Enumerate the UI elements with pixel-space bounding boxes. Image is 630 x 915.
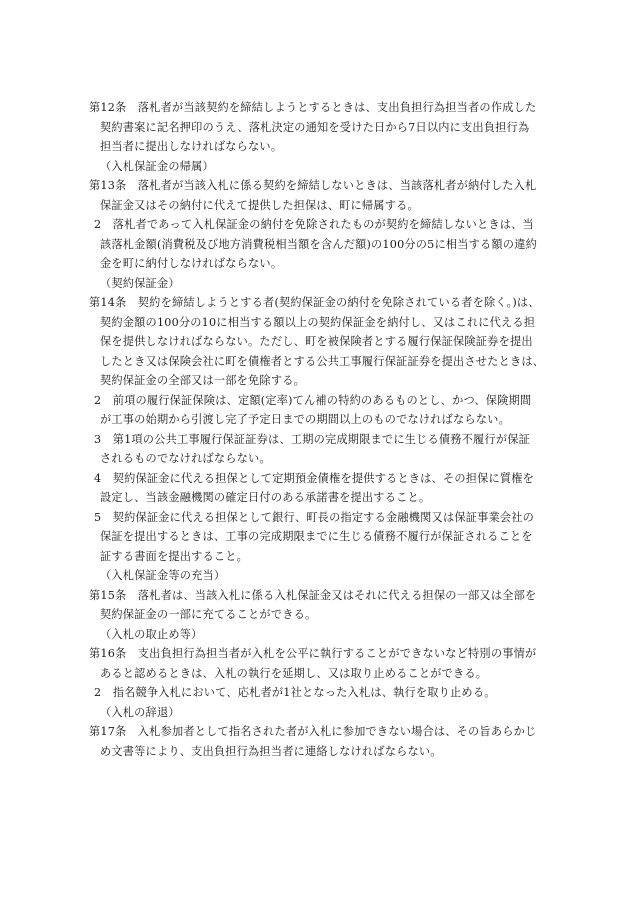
- text-line: 第12条 落札者が当該契約を締結しようとするときは、支出負担行為担当者の作成した: [89, 101, 537, 114]
- text-line: 証する書面を提出すること。: [100, 549, 249, 563]
- text-line: 契約書案に記名押印のうえ、落札決定の通知を受けた日から7日以内に支出負担行為: [100, 120, 530, 134]
- text-line: 第17条 入札参加者として指名された者が入札に参加できない場合は、その旨あらかじ: [89, 725, 537, 738]
- text-line: あると認めるときは、入札の執行を延期し、又は取り止めることができる。: [100, 666, 488, 680]
- text-line: 2 落札者であって入札保証金の納付を免除されたものが契約を締結しないときは、当: [94, 218, 534, 231]
- text-line: 契約保証金の全部又は一部を免除する。: [100, 374, 305, 387]
- text-line: 契約保証金の一部に充てることができる。: [100, 608, 317, 621]
- text-line: が工事の始期から引渡し完了予定日までの期間以上のものでなければならない。: [100, 413, 510, 426]
- text-line: 第14条 契約を締結しようとする者(契約保証金の納付を免除されている者を除く。)は、: [89, 296, 540, 309]
- text-line: 2 前項の履行保証保険は、定額(定率)てん補の特約のあるものとし、かつ、保険期間: [94, 393, 532, 407]
- text-line: 保を提供しなければならない。ただし、町を被保険者とする履行保証保険証券を提出: [100, 335, 533, 348]
- text-line: 3 第1項の公共工事履行保証証券は、工期の完成期限までに生じる債務不履行が保証: [94, 432, 530, 446]
- document-body: [89, 98, 555, 761]
- text-line: 金を町に納付しなければならない。: [100, 257, 283, 270]
- text-line: 第16条 支出負担行為担当者が入札を公平に執行することができないなど特別の事情が: [89, 647, 537, 660]
- text-line: 5 契約保証金に代える担保として銀行、町長の指定する金融機関又は保証事業会社の: [94, 510, 535, 524]
- text-line: 第13条 落札者が当該入札に係る契約を締結しないときは、当該落札者が納付した入札: [89, 179, 537, 192]
- section-heading: （入札の辞退）: [100, 705, 180, 719]
- text-line: 保証金又はその納付に代えて提供した担保は、町に帰属する。: [100, 198, 419, 212]
- text-line: 保証を提出するときは、工事の完成期限までに生じる債務不履行が保証されることを: [100, 530, 533, 543]
- text-line: 2 指名競争入札において、応札者が1社となった入札は、執行を取り止める。: [94, 686, 496, 699]
- text-line: されるものでなければならない。: [100, 452, 271, 465]
- text-line: したとき又は保険会社に町を債権者とする公共工事履行保証証券を提出させたときは、: [100, 354, 545, 368]
- text-line: 4 契約保証金に代える担保として定期預金債権を提供するときは、その担保に質権を: [94, 471, 535, 485]
- section-heading: （入札保証金の帰属）: [100, 159, 214, 173]
- text-line: 設定し、当該金融機関の確定日付のある承諾書を提出すること。: [100, 491, 431, 504]
- section-heading: （入札の取止め等）: [100, 627, 203, 641]
- section-heading: （契約保証金）: [100, 276, 180, 290]
- text-line: 第15条 落札者は、当該入札に係る入札保証金又はそれに代える担保の一部又は全部を: [89, 588, 537, 602]
- text-line: 契約金額の100分の10に相当する額以上の契約保証金を納付し、又はこれに代える担: [100, 315, 536, 329]
- section-heading: （入札保証金等の充当）: [100, 569, 226, 582]
- text-line: め文書等により、支出負担行為担当者に連絡しなければならない。: [100, 744, 442, 758]
- text-line: 該落札金額(消費税及び地方消費税相当額を含んだ額)の100分の5に相当する額の違約: [100, 237, 537, 251]
- text-line: 担当者に提出しなければならない。: [100, 140, 283, 153]
